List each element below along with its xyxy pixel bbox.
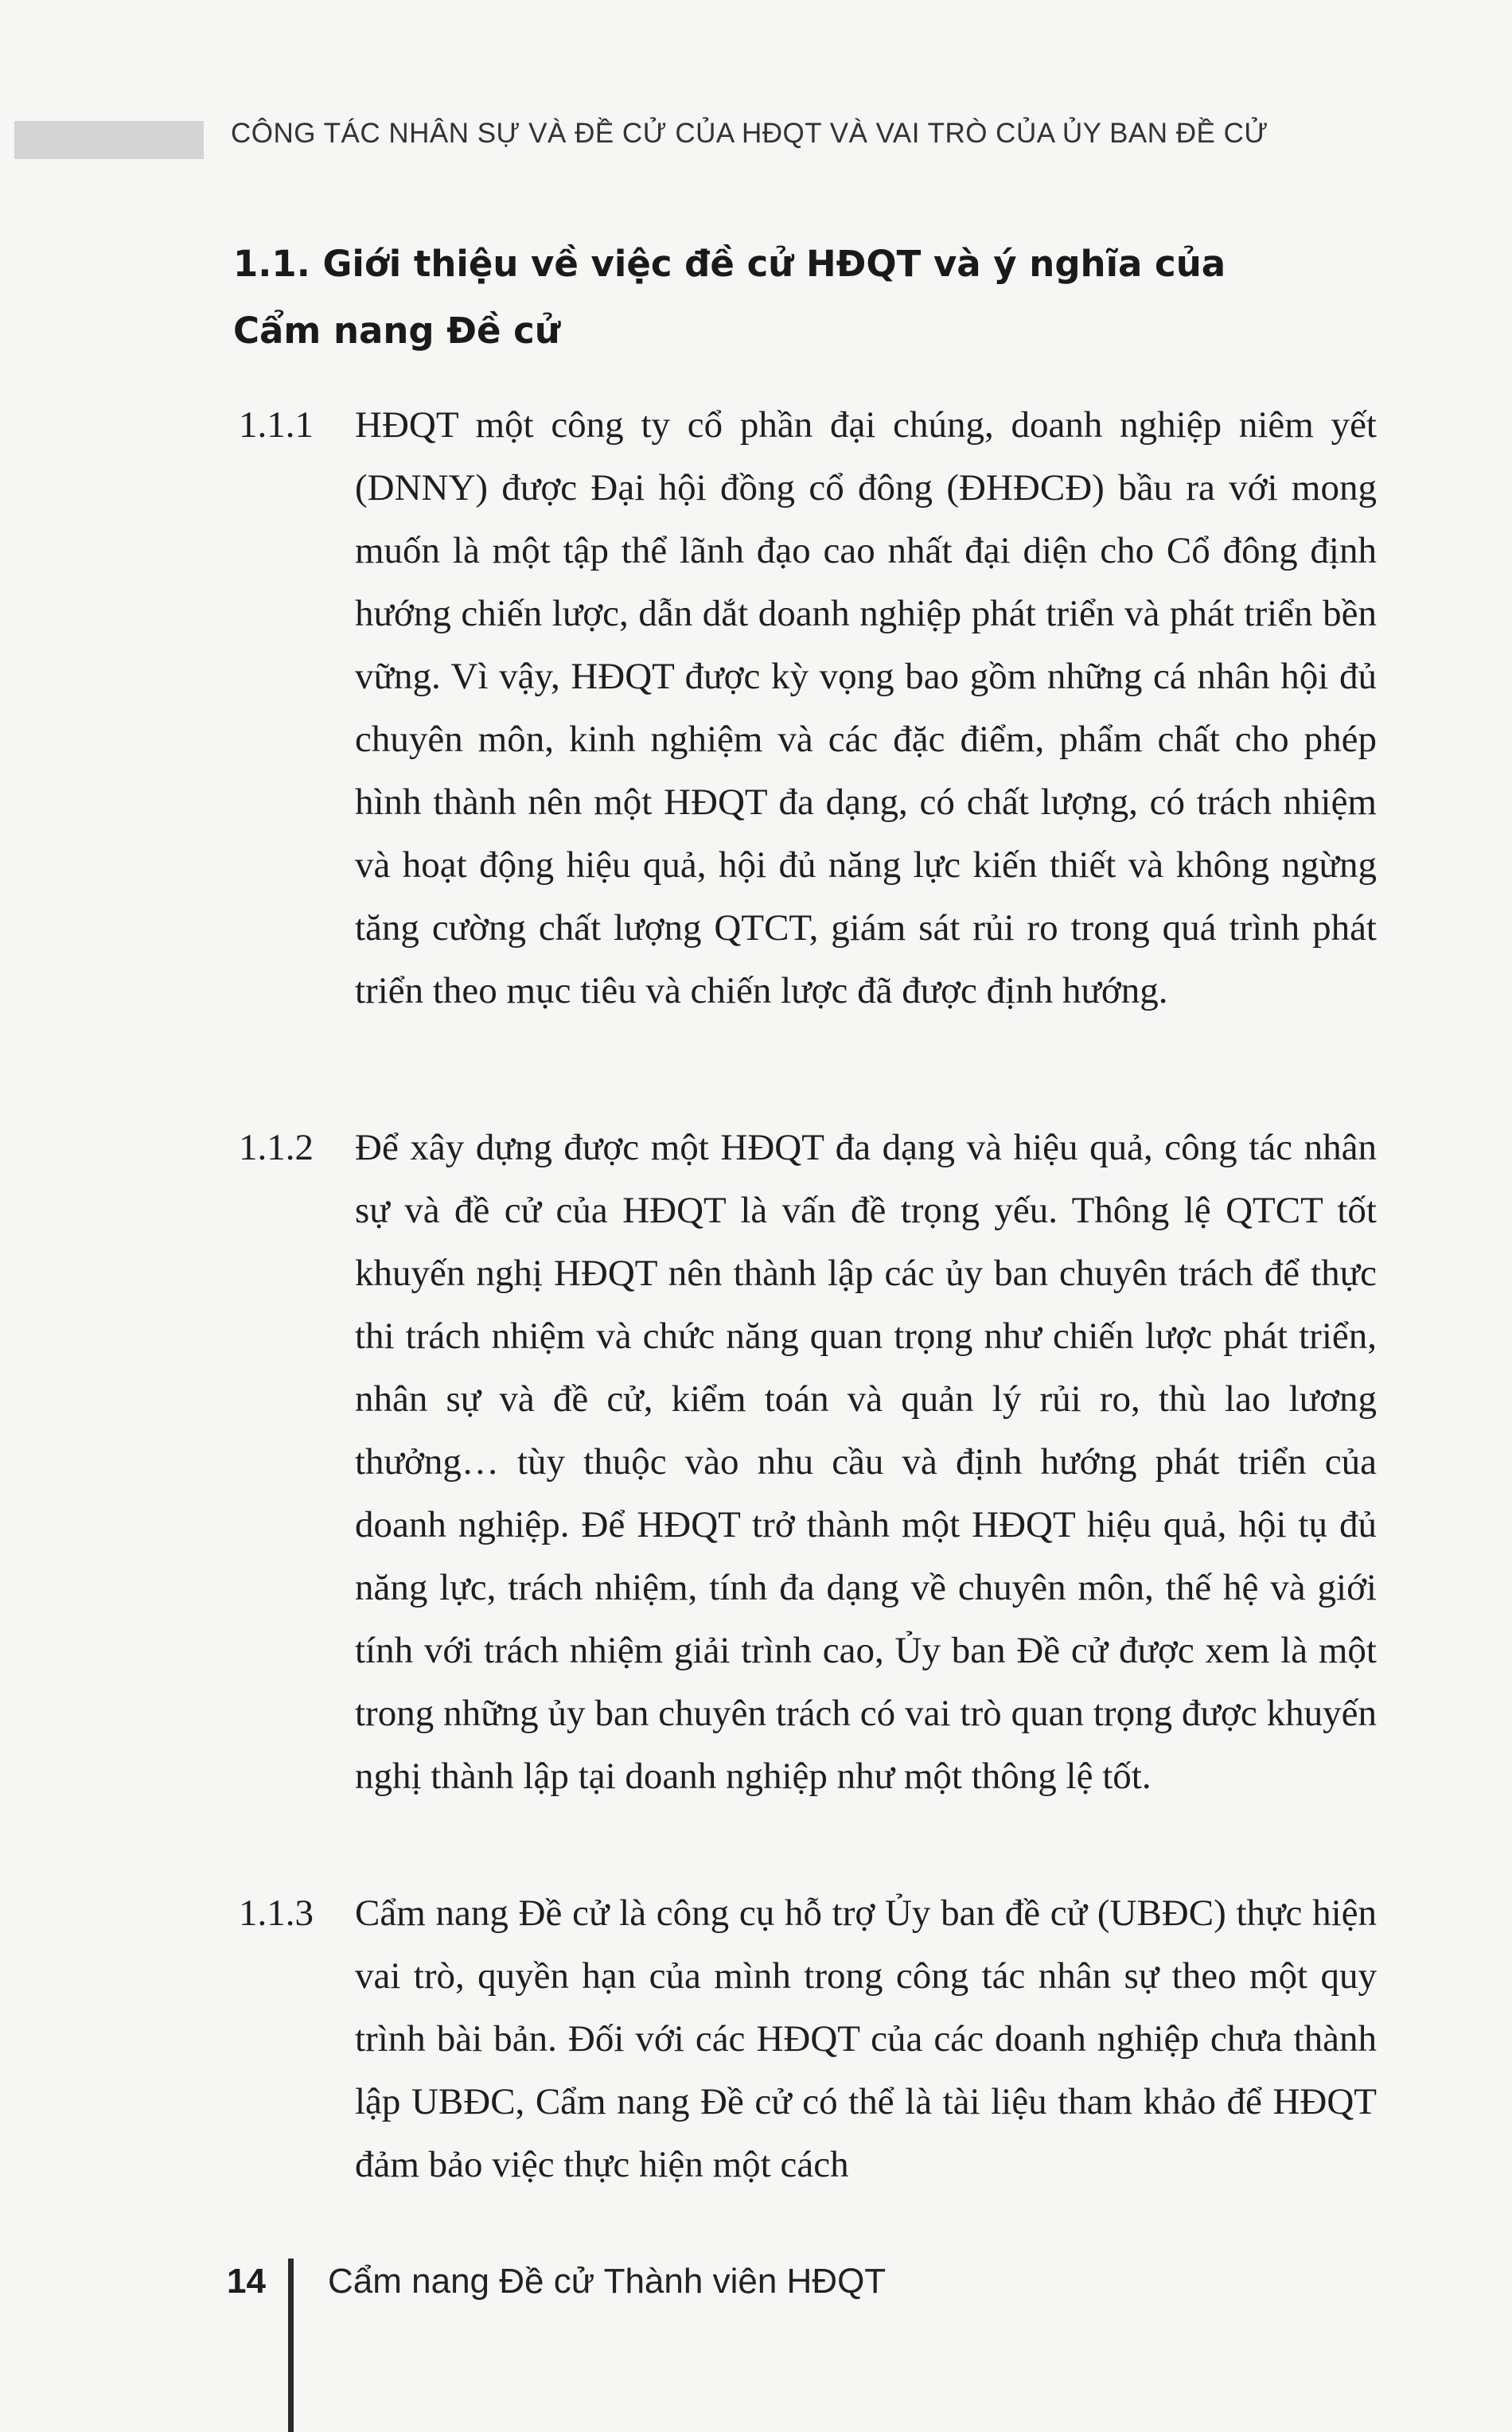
paragraph-number: 1.1.1 (239, 404, 314, 446)
section-title-line-1: 1.1. Giới thiệu về việc đề cử HĐQT và ý nghĩa của (233, 243, 1226, 285)
running-header: CÔNG TÁC NHÂN SỰ VÀ ĐỀ CỬ CỦA HĐQT VÀ VAI TRÒ CỦA ỦY BAN ĐỀ CỬ (231, 118, 1268, 149)
paragraph-number: 1.1.3 (239, 1892, 314, 1934)
section-title-line-2: Cẩm nang Đề cử (233, 310, 560, 352)
page-number: 14 (227, 2262, 266, 2301)
paragraph-1-1-2 (239, 1117, 1377, 1808)
footer-book-title: Cẩm nang Đề cử Thành viên HĐQT (328, 2262, 887, 2301)
paragraph-text: Để xây dựng được một HĐQT đa dạng và hiệu quả, công tác nhân sự và đề cử của HĐQT là vấn đề trọng yếu. Thông lệ QTCT tốt khuyến nghị HĐQT nên thành lập các ủy ban chuyên trách để thực thi trách nhiệm và chức năng quan trọng như chiến lược phát triển, nhân sự và đề cử, kiểm toán và quản lý rủi ro, thù lao lương thưởng… tùy thuộc vào nhu cầu và định hướng phát triển của doanh nghiệp. Để HĐQT trở thành một HĐQT hiệu quả, hội tụ đủ năng lực, trách nhiệm, tính đa dạng về chuyên môn, thế hệ và giới tính với trách nhiệm giải trình cao, Ủy ban Đề cử được xem là một trong những ủy ban chuyên trách có vai trò quan trọng được khuyến nghị thành lập tại doanh nghiệp như một thông lệ tốt. (355, 1127, 1377, 1797)
footer-divider (288, 2259, 294, 2432)
paragraph-text: Cẩm nang Đề cử là công cụ hỗ trợ Ủy ban đề cử (UBĐC) thực hiện vai trò, quyền hạn của mình trong công tác nhân sự theo một quy trình bài bản. Đối với các HĐQT của các doanh nghiệp chưa thành lập UBĐC, Cẩm nang Đề cử có thể là tài liệu tham khảo để HĐQT đảm bảo việc thực hiện một cách (355, 1892, 1377, 2185)
section-title (233, 231, 1347, 364)
paragraph-1-1-1 (239, 394, 1377, 1023)
paragraph-1-1-3 (239, 1882, 1377, 2196)
header-decorative-bar (14, 121, 204, 159)
paragraph-number: 1.1.2 (239, 1127, 314, 1168)
paragraph-text: HĐQT một công ty cổ phần đại chúng, doanh nghiệp niêm yết (DNNY) được Đại hội đồng cổ đông (ĐHĐCĐ) bầu ra với mong muốn là một tập thể lãnh đạo cao nhất đại diện cho Cổ đông định hướng chiến lược, dẫn dắt doanh nghiệp phát triển và phát triển bền vững. Vì vậy, HĐQT được kỳ vọng bao gồm những cá nhân hội đủ chuyên môn, kinh nghiệm và các đặc điểm, phẩm chất cho phép hình thành nên một HĐQT đa dạng, có chất lượng, có trách nhiệm và hoạt động hiệu quả, hội đủ năng lực kiến thiết và không ngừng tăng cường chất lượng QTCT, giám sát rủi ro trong quá trình phát triển theo mục tiêu và chiến lược đã được định hướng. (355, 404, 1377, 1011)
